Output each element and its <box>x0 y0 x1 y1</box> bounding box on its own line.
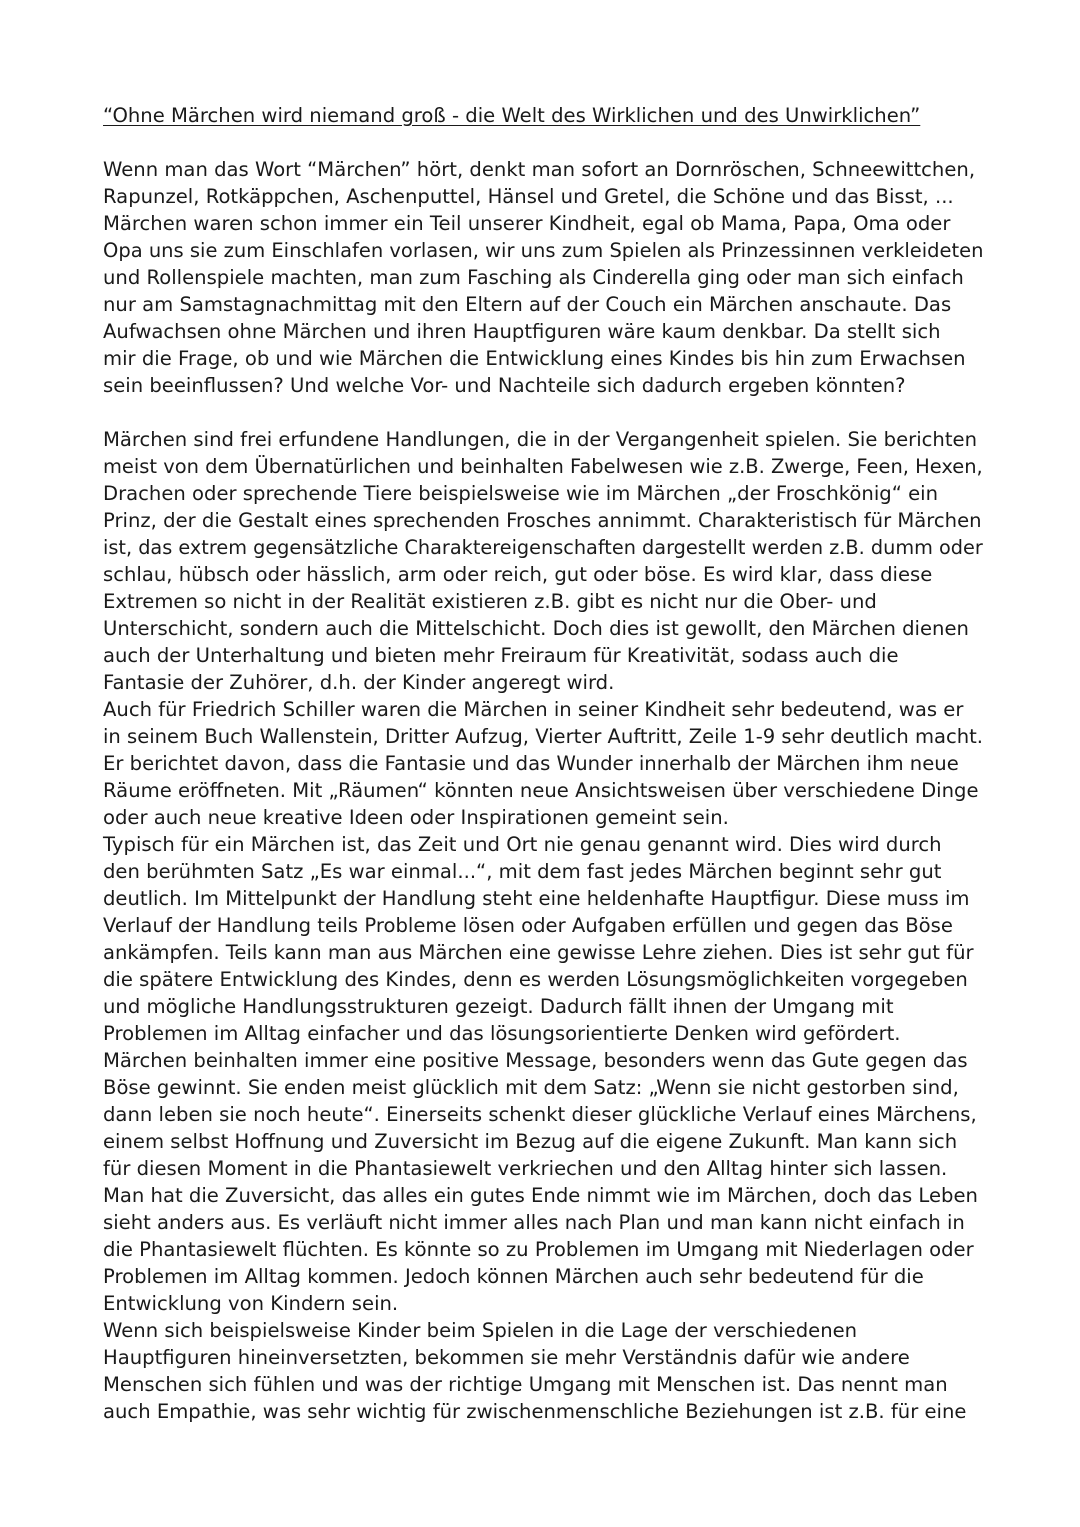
text-line: Entwicklung von Kindern sein. <box>103 1292 399 1315</box>
document-page <box>103 102 983 1425</box>
text-line: oder auch neue kreative Ideen oder Inspirationen gemeint sein. <box>103 806 729 829</box>
text-line: Rapunzel, Rotkäppchen, Aschenputtel, Hänsel und Gretel, die Schöne und das Bisst, ... <box>103 185 954 208</box>
text-line: mir die Frage, ob und wie Märchen die Entwicklung eines Kindes bis hin zum Erwachsen <box>103 347 966 370</box>
text-line: und Rollenspiele machten, man zum Fasching als Cinderella ging oder man sich einfach <box>103 266 964 289</box>
text-line: Wenn man das Wort “Märchen” hört, denkt man sofort an Dornröschen, Schneewittchen, <box>103 158 976 181</box>
essay-body <box>103 156 983 1425</box>
text-line: Problemen im Alltag kommen. Jedoch können Märchen auch sehr bedeutend für die <box>103 1265 924 1288</box>
text-line: Er berichtet davon, dass die Fantasie und das Wunder innerhalb der Märchen ihm neue <box>103 752 959 775</box>
text-line: Extremen so nicht in der Realität existieren z.B. gibt es nicht nur die Ober- und <box>103 590 877 613</box>
text-line: schlau, hübsch oder hässlich, arm oder reich, gut oder böse. Es wird klar, dass diese <box>103 563 933 586</box>
text-line: in seinem Buch Wallenstein, Dritter Aufzug, Vierter Auftritt, Zeile 1-9 sehr deutlich macht. <box>103 725 983 748</box>
essay-paragraph <box>103 156 983 399</box>
essay-paragraph <box>103 831 983 1047</box>
text-line: sein beeinflussen? Und welche Vor- und Nachteile sich dadurch ergeben könnten? <box>103 374 906 397</box>
text-line: die spätere Entwicklung des Kindes, denn es werden Lösungsmöglichkeiten vorgegeben <box>103 968 968 991</box>
text-line: auch der Unterhaltung und bieten mehr Freiraum für Kreativität, sodass auch die <box>103 644 899 667</box>
essay-title: “Ohne Märchen wird niemand groß - die Welt des Wirklichen und des Unwirklichen” <box>103 104 921 127</box>
text-line: auch Empathie, was sehr wichtig für zwischenmenschliche Beziehungen ist z.B. für eine <box>103 1400 967 1423</box>
text-line: dann leben sie noch heute“. Einerseits schenkt dieser glückliche Verlauf eines Märchens, <box>103 1103 977 1126</box>
text-line: Märchen beinhalten immer eine positive Message, besonders wenn das Gute gegen das <box>103 1049 968 1072</box>
essay-paragraph <box>103 1047 983 1317</box>
text-line: Hauptfiguren hineinversetzten, bekommen sie mehr Verständnis dafür wie andere <box>103 1346 910 1369</box>
text-line: Märchen sind frei erfundene Handlungen, die in der Vergangenheit spielen. Sie berichten <box>103 428 977 451</box>
text-line: Auch für Friedrich Schiller waren die Märchen in seiner Kindheit sehr bedeutend, was er <box>103 698 964 721</box>
text-line: nur am Samstagnachmittag mit den Eltern auf der Couch ein Märchen anschaute. Das <box>103 293 952 316</box>
text-line: Drachen oder sprechende Tiere beispielsweise wie im Märchen „der Froschkönig“ ein <box>103 482 938 505</box>
text-line: Typisch für ein Märchen ist, das Zeit und Ort nie genau genannt wird. Dies wird durch <box>103 833 942 856</box>
text-line: einem selbst Hoffnung und Zuversicht im Bezug auf die eigene Zukunft. Man kann sich <box>103 1130 958 1153</box>
text-line: ist, das extrem gegensätzliche Charaktereigenschaften dargestellt werden z.B. dumm oder <box>103 536 983 559</box>
text-line: Wenn sich beispielsweise Kinder beim Spielen in die Lage der verschiedenen <box>103 1319 858 1342</box>
essay-paragraph <box>103 696 983 831</box>
essay-paragraph <box>103 1317 983 1425</box>
text-line: und mögliche Handlungsstrukturen gezeigt. Dadurch fällt ihnen der Umgang mit <box>103 995 894 1018</box>
text-line: den berühmten Satz „Es war einmal...“, mit dem fast jedes Märchen beginnt sehr gut <box>103 860 942 883</box>
text-line: Märchen waren schon immer ein Teil unserer Kindheit, egal ob Mama, Papa, Oma oder <box>103 212 951 235</box>
text-line: Opa uns sie zum Einschlafen vorlasen, wir uns zum Spielen als Prinzessinnen verkleideten <box>103 239 984 262</box>
text-line: Man hat die Zuversicht, das alles ein gutes Ende nimmt wie im Märchen, doch das Leben <box>103 1184 978 1207</box>
text-line: Räume eröffneten. Mit „Räumen“ könnten neue Ansichtsweisen über verschiedene Dinge <box>103 779 979 802</box>
text-line: Prinz, der die Gestalt eines sprechenden Frosches annimmt. Charakteristisch für Märchen <box>103 509 982 532</box>
text-line: Menschen sich fühlen und was der richtige Umgang mit Menschen ist. Das nennt man <box>103 1373 948 1396</box>
text-line: Fantasie der Zuhörer, d.h. der Kinder angeregt wird. <box>103 671 615 694</box>
text-line: meist von dem Übernatürlichen und beinhalten Fabelwesen wie z.B. Zwerge, Feen, Hexen, <box>103 455 983 478</box>
text-line: Aufwachsen ohne Märchen und ihren Hauptfiguren wäre kaum denkbar. Da stellt sich <box>103 320 941 343</box>
text-line: die Phantasiewelt flüchten. Es könnte so zu Problemen im Umgang mit Niederlagen oder <box>103 1238 974 1261</box>
text-line: sieht anders aus. Es verläuft nicht immer alles nach Plan und man kann nicht einfach in <box>103 1211 965 1234</box>
text-line: Problemen im Alltag einfacher und das lösungsorientierte Denken wird gefördert. <box>103 1022 901 1045</box>
text-line: für diesen Moment in die Phantasiewelt verkriechen und den Alltag hinter sich lassen. <box>103 1157 948 1180</box>
text-line: ankämpfen. Teils kann man aus Märchen eine gewisse Lehre ziehen. Dies ist sehr gut für <box>103 941 974 964</box>
text-line: Böse gewinnt. Sie enden meist glücklich mit dem Satz: „Wenn sie nicht gestorben sind, <box>103 1076 959 1099</box>
text-line: deutlich. Im Mittelpunkt der Handlung steht eine heldenhafte Hauptfigur. Diese muss im <box>103 887 970 910</box>
text-line: Verlauf der Handlung teils Probleme lösen oder Aufgaben erfüllen und gegen das Böse <box>103 914 953 937</box>
text-line: Unterschicht, sondern auch die Mittelschicht. Doch dies ist gewollt, den Märchen dienen <box>103 617 969 640</box>
essay-paragraph <box>103 426 983 696</box>
